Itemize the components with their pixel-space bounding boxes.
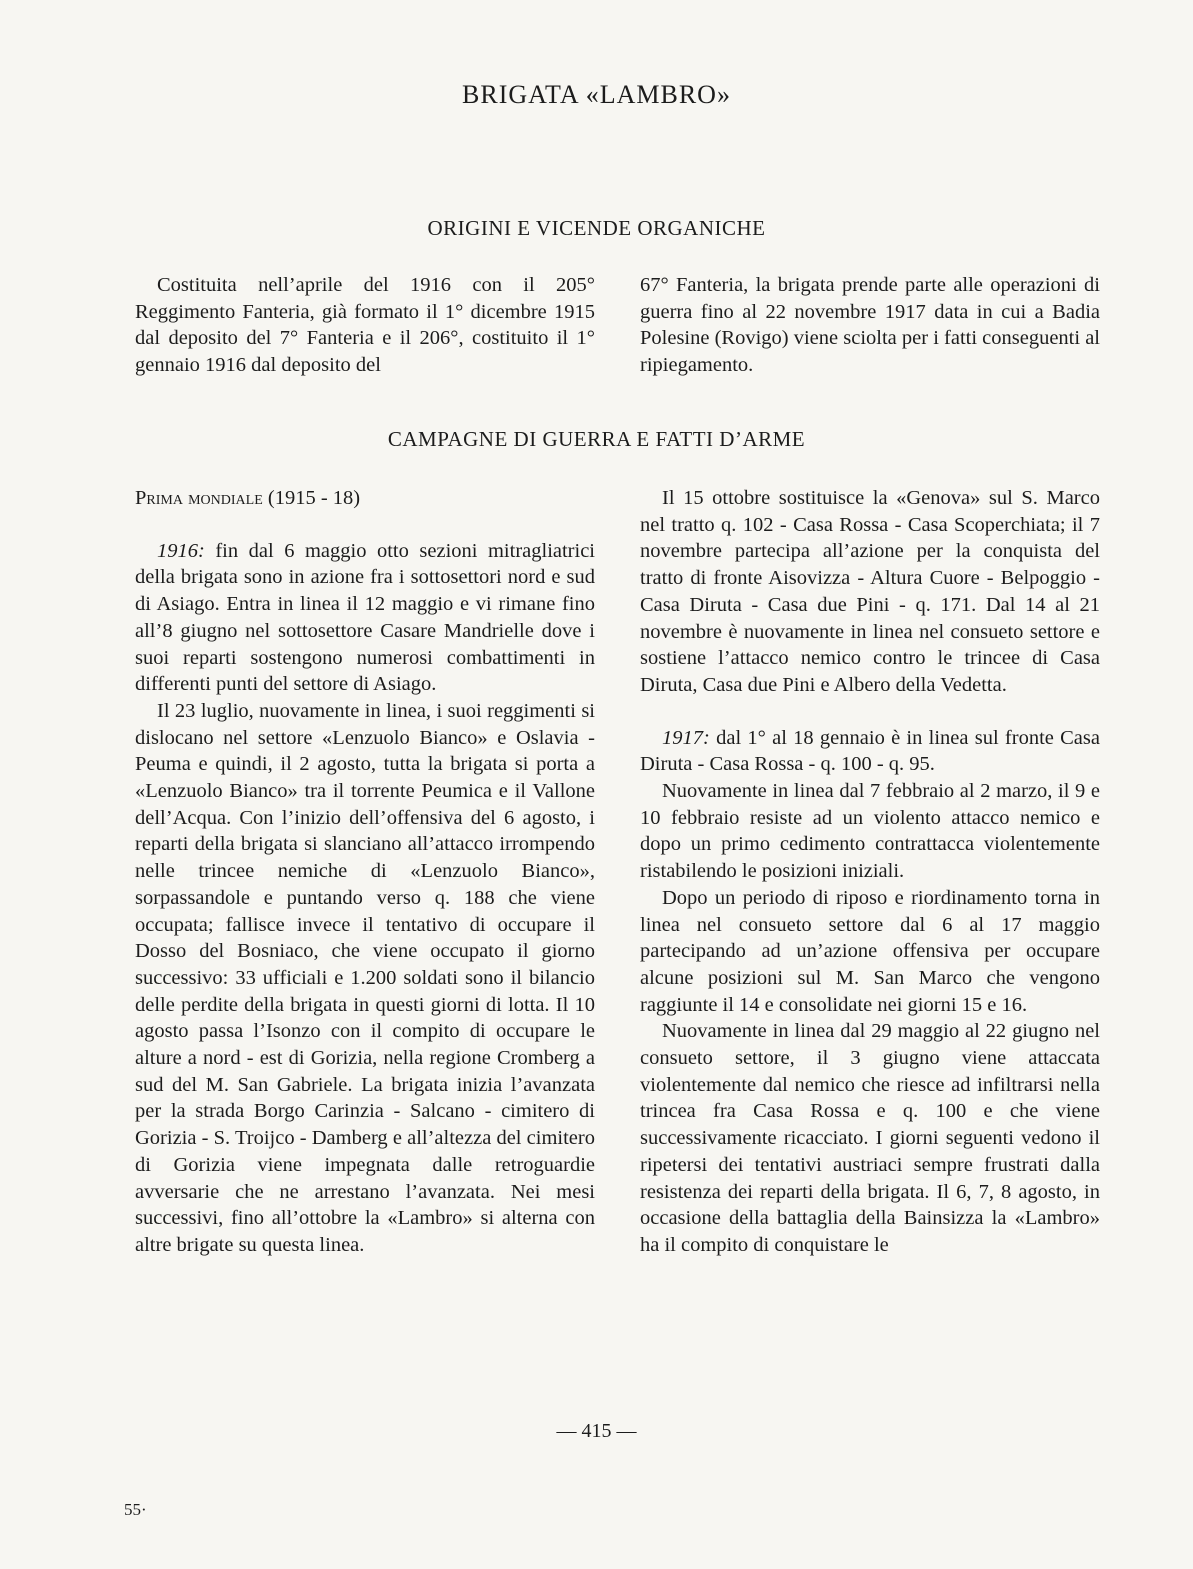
- campagne-column-left: [135, 485, 595, 1259]
- paragraph: Il 15 ottobre sostituisce la «Genova» sul S. Marco nel tratto q. 102 - Casa Rossa - Casa Scoperchiata; il 7 novembre partecipa all’azione per la conquista del tratto di fronte Aisovizza - Altura Cuore - Belpoggio - Casa Diruta - Casa due Pini - q. 171. Dal 14 al 21 novembre è nuovamente in linea nel consueto settore e sostiene l’attacco nemico contro le trincee di Casa Diruta, Casa due Pini e Albero della Vedetta.: [640, 487, 1100, 696]
- campagne-column-right: [640, 485, 1100, 1259]
- year-label: 1917:: [662, 726, 710, 749]
- paragraph-1916: [135, 538, 595, 698]
- paragraph: Nuovamente in linea dal 29 maggio al 22 giugno nel consueto settore, il 3 giugno viene attaccata violentemente dal nemico che riesce ad infiltrarsi nella trincea fra Casa Rossa e q. 100 e che viene successivamente ricacciato. I giorni seguenti vedono il ripetersi dei tentativi austriaci sempre frustrati dalla resistenza dei reparti della brigata. Il 6, 7, 8 agosto, in occasione della battaglia della Bainsizza la «Lambro» ha il compito di conquistare le: [640, 1020, 1100, 1256]
- origini-column-right: [640, 272, 1100, 379]
- origini-paragraph-left: Costituita nell’aprile del 1916 con il 205° Reggimento Fanteria, già formato il 1° dicembre 1915 dal deposito del 7° Fanteria e il 206°, costituito il 1° gennaio 1916 dal deposito del: [135, 274, 595, 377]
- section-heading-campagne: CAMPAGNE DI GUERRA E FATTI D’ARME: [387, 427, 806, 451]
- origini-column-left: [135, 272, 595, 379]
- paragraph: Il 23 luglio, nuovamente in linea, i suoi reggimenti si dislocano nel settore «Lenzuolo Bianco» e Oslavia - Peuma e quindi, il 2 agosto, tutta la brigata si porta a «Lenzuolo Bianco» tra il torrente Peumica e il Vallone dell’Acqua. Con l’inizio dell’offensiva del 6 agosto, i reparti della brigata si slanciano all’attacco irrompendo nelle trincee nemiche di «Lenzuolo Bianco», sorpassandole e puntando verso q. 188 che viene occupata; fallisce invece il tentativo di occupare il Dosso del Bosniaco, che viene occupato il giorno successivo: 33 ufficiali e 1.200 soldati sono il bilancio delle perdite della brigata in questi giorni di lotta. Il 10 agosto passa l’Isonzo con il compito di occupare le alture a nord - est di Gorizia, nella regione Cromberg a sud del M. San Gabriele. La brigata inizia l’avanzata per la strada Borgo Carinzia - Salcano - cimitero di Gorizia - S. Troijco - Damberg e all’altezza del cimitero di Gorizia viene impegnata dalle retroguardie avversarie che ne arrestano l’avanzata. Nei mesi successivi, fino all’ottobre la «Lambro» si alterna con altre brigate su questa linea.: [135, 699, 595, 1256]
- paragraph: Nuovamente in linea dal 7 febbraio al 2 marzo, il 9 e 10 febbraio resiste ad un violento attacco nemico e dopo un primo cedimento contrattacca violentemente ristabilendo le posizioni iniziali.: [640, 780, 1100, 883]
- paragraph: Dopo un periodo di riposo e riordinamento torna in linea nel consueto settore dal 6 al 17 maggio partecipando ad un’azione offensiva per occupare alcune posizioni sul M. San Marco che vengono raggiunte il 14 e consolidate nei giorni 15 e 16.: [640, 886, 1100, 1016]
- page-title: BRIGATA «LAMBRO»: [462, 80, 731, 109]
- paragraph-1917: [640, 725, 1100, 778]
- page-number: — 415 —: [556, 1420, 637, 1442]
- origini-paragraph-right: 67° Fanteria, la brigata prende parte alle operazioni di guerra fino al 22 novembre 1917 data in cui a Badia Polesine (Rovigo) viene sciolta per i fatti conseguenti al ripiegamento.: [640, 274, 1100, 377]
- signature-mark: 55·: [124, 1500, 147, 1519]
- section-heading-origini: ORIGINI E VICENDE ORGANICHE: [427, 216, 766, 240]
- subsection-heading: Prima mondiale (1915 - 18): [135, 487, 361, 509]
- paragraph-text: dal 1° al 18 gennaio è in linea sul fronte Casa Diruta - Casa Rossa - q. 100 - q. 95.: [640, 726, 1100, 776]
- paragraph-text: fin dal 6 maggio otto sezioni mitragliatrici della brigata sono in azione fra i sottosettori nord e sud di Asiago. Entra in linea il 12 maggio e vi rimane fino all’8 giugno nel sottosettore Casare Mandrielle dove i suoi reparti sostengono numerosi combattimenti in differenti punti del settore di Asiago.: [135, 539, 595, 696]
- year-label: 1916:: [157, 539, 205, 562]
